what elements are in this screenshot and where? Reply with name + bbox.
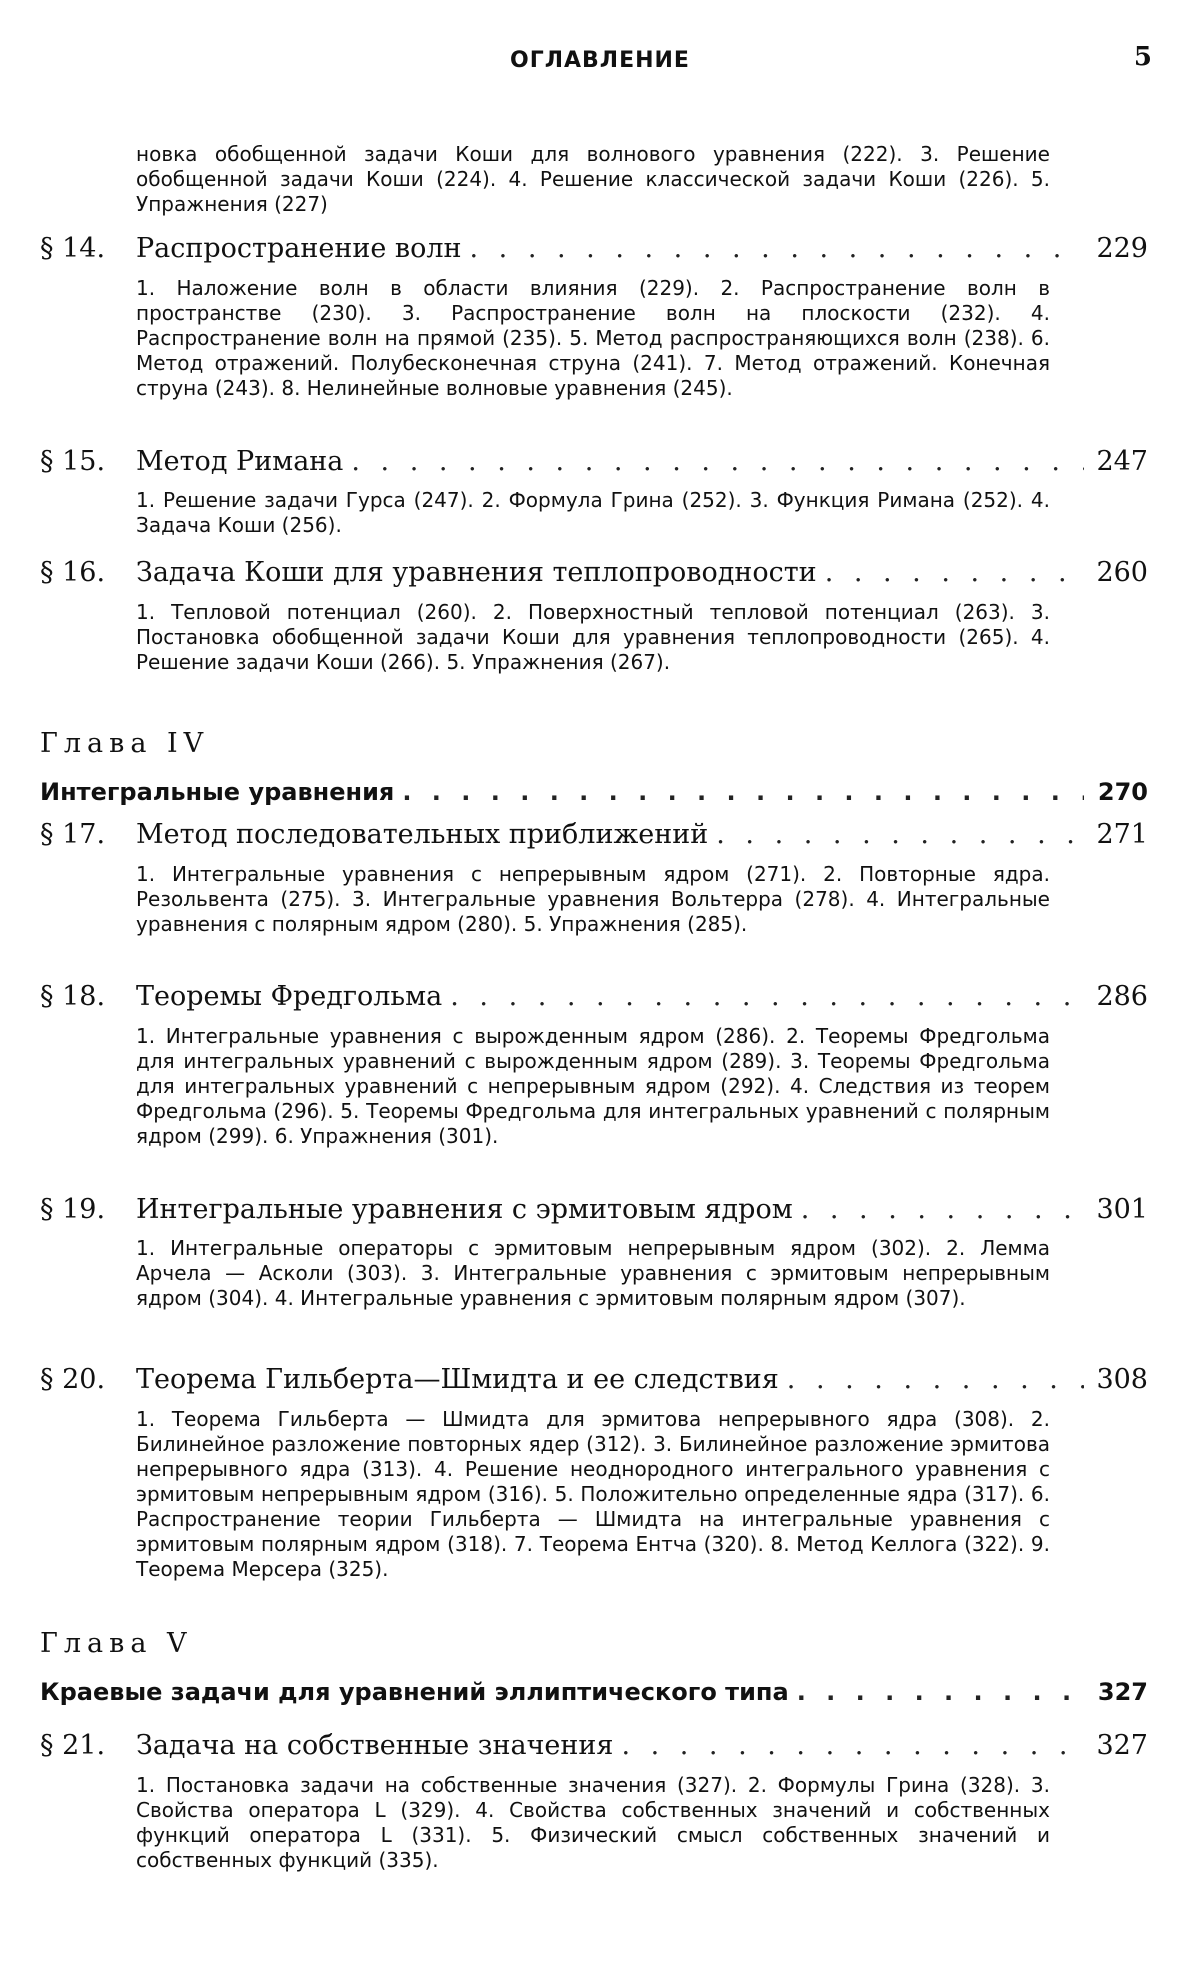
dot-leader <box>797 1678 1084 1706</box>
section-title: Теорема Гильберта—Шмидта и ее следствия <box>136 1364 779 1395</box>
section-contents: 1. Решение задачи Гурса (247). 2. Формула Грина (252). 3. Функция Римана (252). 4. Задача Коши (256). <box>136 488 1050 537</box>
toc-entry-17[interactable] <box>40 819 1148 857</box>
section-title: Задача Коши для уравнения теплопроводности <box>136 557 817 588</box>
dot-leader <box>470 233 1085 264</box>
toc-entry-chapter-5[interactable] <box>40 1678 1148 1716</box>
page-number: 5 <box>1133 42 1152 72</box>
dot-leader <box>351 446 1084 477</box>
dot-leader <box>716 819 1084 850</box>
toc-entry-16[interactable] <box>40 557 1148 595</box>
toc-entry-14[interactable] <box>40 233 1148 271</box>
section-number: § 17. <box>40 819 106 850</box>
section-contents: 1. Теорема Гильберта — Шмидта для эрмитова непрерывного ядра (308). 2. Билинейное разложение повторных ядер (312). 3. Билинейное разложение эрмитова непрерывного ядра (313). 4. Решение неоднородного интегрального уравнения с эрмитовым непрерывным ядром (316). 5. Положительно определенные ядра (317). 6. Распространение теории Гильберта — Шмидта на интегральные уравнения с эрмитовым полярным ядром (318). 7. Теорема Ентча (320). 8. Метод Келлога (322). 9. Теорема Мерсера (325). <box>136 1407 1050 1581</box>
dot-leader <box>402 778 1084 806</box>
section-contents: 1. Постановка задачи на собственные значения (327). 2. Формулы Грина (328). 3. Свойства оператора L (329). 4. Свойства собственных значений и собственных функций оператора L (331). 5. Физический смысл собственных значений и собственных функций (335). <box>136 1773 1050 1872</box>
dot-leader <box>787 1364 1084 1395</box>
section-title: Интегральные уравнения с эрмитовым ядром <box>136 1194 793 1225</box>
page-ref: 286 <box>1096 981 1148 1012</box>
page-ref: 229 <box>1096 233 1148 264</box>
page-ref: 327 <box>1097 1678 1148 1706</box>
running-title: ОГЛАВЛЕНИЕ <box>510 48 690 73</box>
section-title: Теоремы Фредгольма <box>136 981 443 1012</box>
section-number: § 16. <box>40 557 106 588</box>
page-ref: 271 <box>1096 819 1148 850</box>
toc-entry-20[interactable] <box>40 1364 1148 1402</box>
page-ref: 301 <box>1096 1194 1148 1225</box>
toc-entry-15[interactable] <box>40 446 1148 484</box>
section-title: Распространение волн <box>136 233 462 264</box>
section-title: Метод Римана <box>136 446 344 477</box>
dot-leader <box>825 557 1084 588</box>
toc-entry-18[interactable] <box>40 981 1148 1019</box>
dot-leader <box>450 981 1084 1012</box>
section-title: Метод последовательных приближений <box>136 819 709 850</box>
section-contents: 1. Тепловой потенциал (260). 2. Поверхностный тепловой потенциал (263). 3. Постановка обобщенной задачи Коши для уравнения теплопроводности (265). 4. Решение задачи Коши (266). 5. Упражнения (267). <box>136 600 1050 674</box>
page-ref: 260 <box>1096 557 1148 588</box>
page-ref: 270 <box>1097 778 1148 806</box>
chapter-heading: Глава V <box>40 1628 193 1659</box>
chapter-heading: Глава IV <box>40 728 210 759</box>
dot-leader <box>621 1730 1084 1761</box>
section-number: § 21. <box>40 1730 106 1761</box>
dot-leader <box>801 1194 1084 1225</box>
section-contents: 1. Интегральные уравнения с вырожденным ядром (286). 2. Теоремы Фредгольма для интегральных уравнений с вырожденным ядром (289). 3. Теоремы Фредгольма для интегральных уравнений с непрерывным ядром (292). 4. Следствия из теорем Фредгольма (296). 5. Теоремы Фредгольма для интегральных уравнений с полярным ядром (299). 6. Упражнения (301). <box>136 1024 1050 1148</box>
section-number: § 20. <box>40 1364 106 1395</box>
section-number: § 14. <box>40 233 106 264</box>
toc-entry-21[interactable] <box>40 1730 1148 1768</box>
section-contents: 1. Интегральные уравнения с непрерывным ядром (271). 2. Повторные ядра. Резольвента (275). 3. Интегральные уравнения Вольтерра (278). 4. Интегральные уравнения с полярным ядром (280). 5. Упражнения (285). <box>136 862 1050 936</box>
section-number: § 15. <box>40 446 106 477</box>
chapter-title: Краевые задачи для уравнений эллиптического типа <box>40 1678 789 1706</box>
page-ref: 308 <box>1096 1364 1148 1395</box>
section-number: § 18. <box>40 981 106 1012</box>
section-title: Задача на собственные значения <box>136 1730 614 1761</box>
page-ref: 327 <box>1096 1730 1148 1761</box>
page-ref: 247 <box>1096 446 1148 477</box>
section-number: § 19. <box>40 1194 106 1225</box>
section-contents: новка обобщенной задачи Коши для волнового уравнения (222). 3. Решение обобщенной задачи Коши (224). 4. Решение классической задачи Коши (226). 5. Упражнения (227) <box>136 142 1050 216</box>
section-contents: 1. Наложение волн в области влияния (229). 2. Распространение волн в пространстве (230). 3. Распространение волн на плоскости (232). 4. Распространение волн на прямой (235). 5. Метод распространяющихся волн (238). 6. Метод отражений. Полубесконечная струна (241). 7. Метод отражений. Конечная струна (243). 8. Нелинейные волновые уравнения (245). <box>136 276 1050 400</box>
section-contents: 1. Интегральные операторы с эрмитовым непрерывным ядром (302). 2. Лемма Арчела — Асколи (303). 3. Интегральные уравнения с эрмитовым непрерывным ядром (304). 4. Интегральные уравнения с эрмитовым полярным ядром (307). <box>136 1236 1050 1310</box>
toc-entry-19[interactable] <box>40 1194 1148 1232</box>
chapter-title: Интегральные уравнения <box>40 778 395 806</box>
toc-entry-chapter-4[interactable] <box>40 778 1148 816</box>
